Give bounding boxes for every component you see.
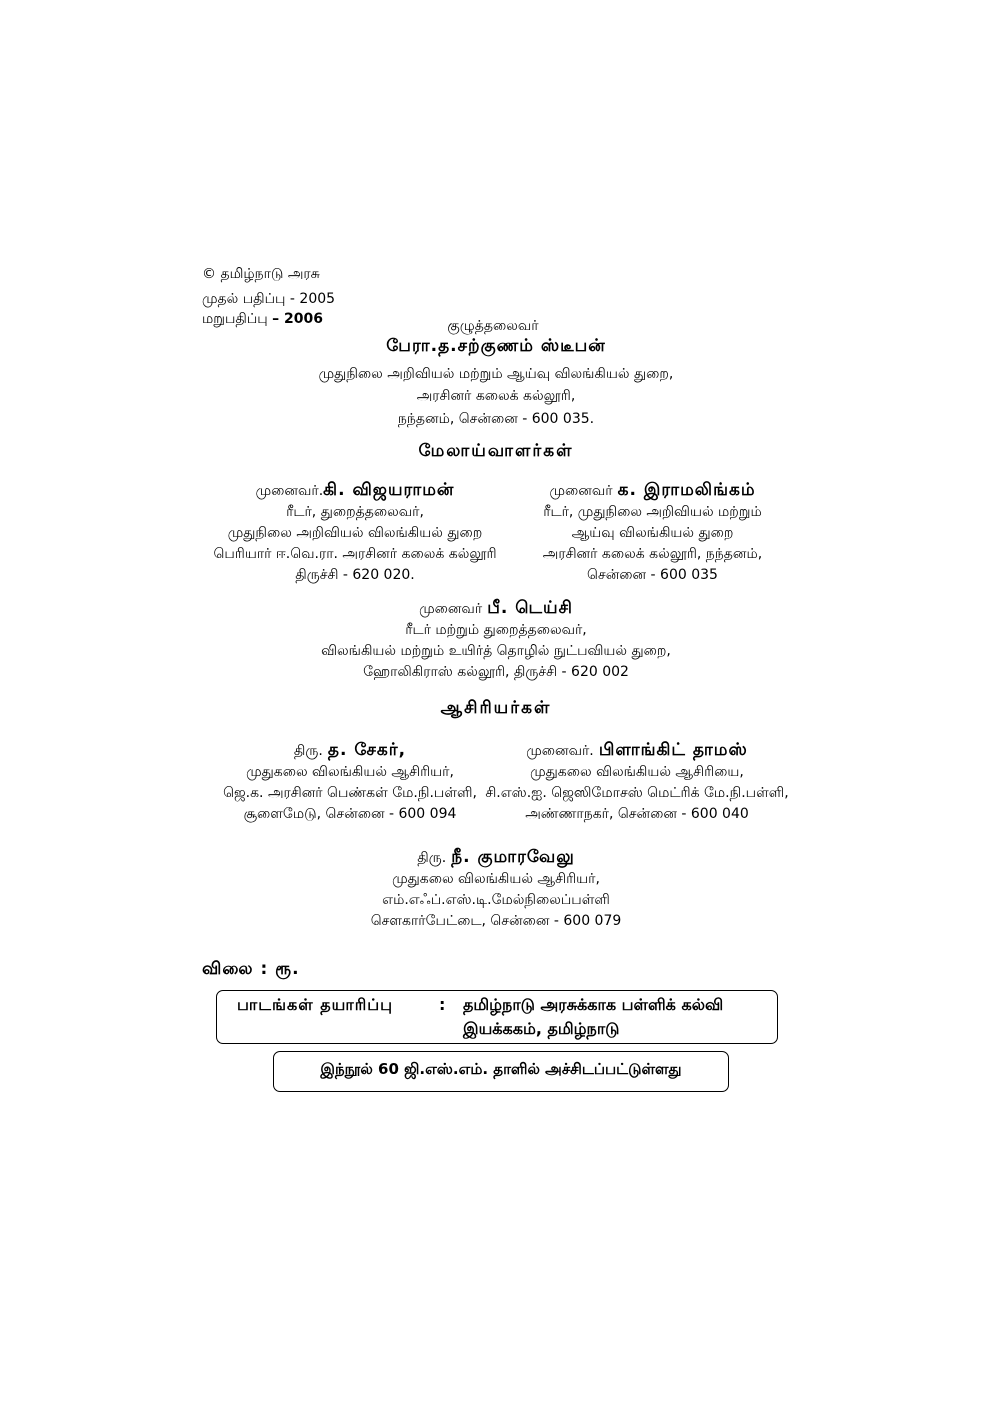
author-right-name: பிளாங்கிட் தாமஸ் [598, 740, 748, 760]
author-center-title: திரு. [417, 850, 447, 866]
chair-name: பேரா.த.சற்குணம் ஸ்டீபன் [386, 336, 606, 356]
author-right-line1: முதுகலை விலங்கியல் ஆசிரியை, [530, 764, 744, 780]
reprint-year: – 2006 [272, 311, 323, 327]
author-left-title: திரு. [293, 743, 323, 759]
paper-note-box [273, 1051, 729, 1092]
author-center-line2: எம்.எஃப்.எஸ்.டி.மேல்நிலைப்பள்ளி [382, 892, 610, 908]
first-edition-line: முதல் பதிப்பு - 2005 [202, 291, 336, 307]
reviewer-center-line3: ஹோலிகிராஸ் கல்லூரி, திருச்சி - 620 002 [363, 664, 629, 680]
author-right-line3: அண்ணாநகர், சென்னை - 600 040 [525, 806, 749, 822]
author-center-name: நீ. குமாரவேலு [451, 847, 575, 867]
chair-line2: அரசினர் கலைக் கல்லூரி, [416, 388, 576, 404]
reviewer-center-title: முனைவர் [419, 601, 483, 617]
author-center-line3: சௌகார்பேட்டை, சென்னை - 600 079 [370, 913, 622, 929]
author-left [205, 738, 495, 825]
reviewer-left-name: கி. விஜயராமன் [323, 480, 455, 500]
author-right-line2: சி.எஸ்.ஐ. ஜெஸிமோசஸ் மெட்ரிக் மே.நி.பள்ளி, [485, 785, 789, 801]
chair-line3: நந்தனம், சென்னை - 600 035. [397, 411, 595, 427]
reviewer-center-line2: விலங்கியல் மற்றும் உயிர்த் தொழில் நுட்பவியல் துறை, [321, 643, 671, 659]
reviewer-left-line1: ரீடர், துறைத்தலைவர், [286, 504, 424, 520]
chair-role: குழுத்தலைவர் [447, 318, 539, 334]
reviewer-left-line4: திருச்சி - 620 020. [295, 567, 415, 583]
authors-heading: ஆசிரியர்கள் [440, 698, 552, 718]
reviewer-left-line2: முதுநிலை அறிவியல் விலங்கியல் துறை [227, 525, 483, 541]
copyright-line: © தமிழ்நாடு அரசு [202, 266, 320, 282]
reviewer-right-name: க. இராமலிங்கம் [617, 480, 756, 500]
author-right [482, 738, 792, 825]
reviewer-left-line3: பெரியார் ஈ.வெ.ரா. அரசினர் கலைக் கல்லூரி [213, 546, 497, 562]
reviewer-right-title: முனைவர் [549, 483, 613, 499]
author-left-line2: ஜெ.க. அரசினர் பெண்கள் மே.நி.பள்ளி, [223, 785, 477, 801]
reviewer-right [510, 478, 795, 586]
reviewers-heading: மேலாய்வாளர்கள் [418, 441, 574, 461]
reviewer-left [200, 478, 510, 586]
preparation-box [216, 990, 778, 1044]
preparation-value2: இயக்ககம், தமிழ்நாடு [463, 1019, 620, 1038]
reviewer-center-name: பீ. டெய்சி [487, 598, 573, 618]
reviewer-right-line3: அரசினர் கலைக் கல்லூரி, நந்தனம், [542, 546, 763, 562]
reviewer-right-line4: சென்னை - 600 035 [587, 567, 718, 583]
preparation-sep: : [439, 995, 446, 1014]
author-left-line1: முதுகலை விலங்கியல் ஆசிரியர், [246, 764, 454, 780]
reviewer-right-line2: ஆய்வு விலங்கியல் துறை [571, 525, 734, 541]
price-line: விலை : ரூ. [202, 959, 300, 979]
reviewer-center [0, 596, 992, 683]
author-right-title: முனைவர். [526, 743, 594, 759]
reprint-line [202, 309, 323, 330]
author-left-line3: சூளைமேடு, சென்னை - 600 094 [243, 806, 457, 822]
chair-line1: முதுநிலை அறிவியல் மற்றும் ஆய்வு விலங்கியல் துறை, [318, 366, 674, 382]
author-left-name: த. சேகர், [327, 740, 407, 760]
preparation-label: பாடங்கள் தயாரிப்பு [237, 995, 394, 1014]
author-center-line1: முதுகலை விலங்கியல் ஆசிரியர், [392, 871, 600, 887]
reviewer-center-line1: ரீடர் மற்றும் துறைத்தலைவர், [405, 622, 587, 638]
reviewer-left-title: முனைவர். [255, 483, 324, 499]
preparation-value1: தமிழ்நாடு அரசுக்காக பள்ளிக் கல்வி [463, 995, 724, 1014]
reprint-label: மறுபதிப்பு [202, 311, 268, 327]
reviewer-right-line1: ரீடர், முதுநிலை அறிவியல் மற்றும் [543, 504, 762, 520]
author-center [0, 845, 992, 932]
paper-note: இந்நூல் 60 ஜி.எஸ்.எம். தாளில் அச்சிடப்பட்டுள்ளது [320, 1060, 682, 1078]
